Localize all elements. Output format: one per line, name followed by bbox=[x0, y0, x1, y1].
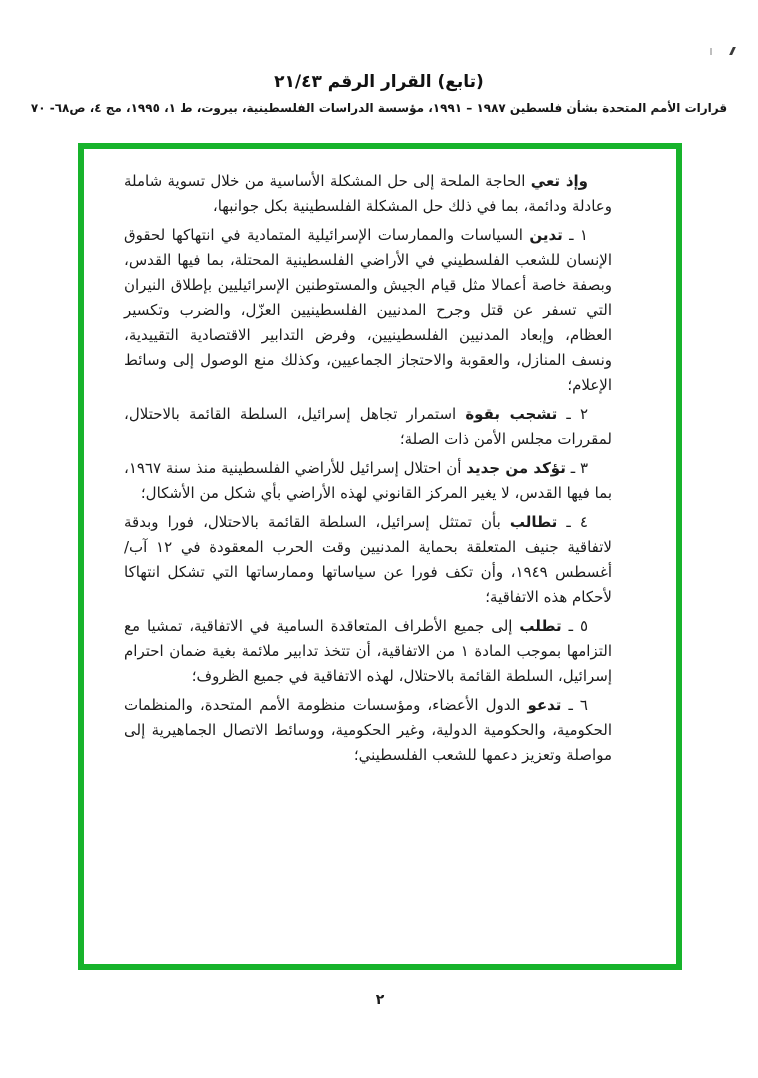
scan-speck bbox=[729, 47, 736, 55]
page-number: ٢ bbox=[375, 992, 385, 1008]
clause-4-number: ٤ ـ bbox=[566, 513, 588, 531]
clause-3-text: أن احتلال إسرائيل للأراضي الفلسطينية منذ سنة ١٩٦٧، بما فيها القدس، لا يغير المركز القانوني لهذه الأراضي بأي شكل من الأشكال؛ bbox=[124, 459, 612, 502]
clause-2 bbox=[124, 402, 612, 452]
clause-5-lead: تطلب bbox=[519, 617, 562, 635]
clause-6-text: الدول الأعضاء، ومؤسسات منظومة الأمم المتحدة، والمنظمات الحكومية، والحكومية الدولية، وغير الحكومية، ووسائط الاتصال الجماهيرية إلى مواصلة وتعزيز دعمها للشعب الفلسطيني؛ bbox=[124, 696, 612, 764]
preamble-text: الحاجة الملحة إلى حل المشكلة الأساسية من خلال تسوية شاملة وعادلة ودائمة، بما في ذلك حل المشكلة الفلسطينية بكل جوانبها، bbox=[124, 172, 612, 215]
clause-3 bbox=[124, 456, 612, 506]
clause-6-number: ٦ ـ bbox=[568, 696, 588, 714]
source-citation: قرارات الأمم المتحدة بشأن فلسطين ١٩٨٧ – ١٩٩١، مؤسسة الدراسات الفلسطينية، بيروت، ط ١، ١٩٩٥، مج ٤، ص٦٨- ٧٠ bbox=[30, 101, 728, 115]
clause-2-number: ٢ ـ bbox=[566, 405, 588, 423]
clause-3-number: ٣ ـ bbox=[570, 459, 588, 477]
resolution-body bbox=[124, 169, 612, 768]
document-title: (تابع) القرار الرقم ٢١/٤٣ bbox=[274, 72, 484, 92]
green-text-frame bbox=[78, 143, 682, 970]
clause-1-number: ١ ـ bbox=[569, 226, 588, 244]
clause-5-number: ٥ ـ bbox=[568, 617, 588, 635]
clause-1 bbox=[124, 223, 612, 398]
clause-2-lead: تشجب بقوة bbox=[465, 405, 558, 423]
clause-3-lead: تؤكد من جديد bbox=[466, 459, 566, 477]
clause-6-lead: تدعو bbox=[527, 696, 562, 714]
clause-5 bbox=[124, 614, 612, 689]
clause-2-text: استمرار تجاهل إسرائيل، السلطة القائمة بالاحتلال، لمقررات مجلس الأمن ذات الصلة؛ bbox=[124, 405, 612, 448]
scan-speck bbox=[710, 48, 712, 55]
clause-6 bbox=[124, 693, 612, 768]
clause-4-text: بأن تمتثل إسرائيل، السلطة القائمة بالاحتلال، فورا وبدقة لاتفاقية جنيف المتعلقة بحماية المدنيين وقت الحرب المعقودة في ١٢ آب/أغسطس ١٩٤٩، وأن تكف فورا عن سياساتها وممارساتها التي تشكل انتهاكا لأحكام هذه الاتفاقية؛ bbox=[124, 513, 613, 606]
clause-1-lead: تدين bbox=[529, 226, 563, 244]
clause-4 bbox=[124, 510, 612, 610]
preamble-lead: وإذ تعي bbox=[530, 172, 588, 190]
clause-4-lead: تطالب bbox=[509, 513, 558, 531]
preamble-paragraph bbox=[124, 169, 612, 219]
clause-1-text: السياسات والممارسات الإسرائيلية المتمادية في انتهاكها لحقوق الإنسان للشعب الفلسطيني في الأراضي الفلسطينية المحتلة، بما فيها القدس، وبصفة خاصة أعمالا مثل قيام الجيش والمستوطنين الإسرائيليين بإطلاق النيران التي تسفر عن قتل وجرح المدنيين الفلسطينيين العزّل، والضرب وتكسير العظام، وإبعاد المدنيين الفلسطينيين، وفرض التدابير الاقتصادية التقييدية، ونسف المنازل، والعقوبة والاحتجاز الجماعيين، وكذلك منع الوصول إلى وسائط الإعلام؛ bbox=[124, 226, 612, 394]
clause-5-text: إلى جميع الأطراف المتعاقدة السامية في الاتفاقية، تمشيا مع التزامها بموجب المادة ١ من الاتفاقية، أن تتخذ تدابير ملائمة بغية ضمان احترام إسرائيل، السلطة القائمة بالاحتلال، لهذه الاتفاقية في جميع الظروف؛ bbox=[124, 617, 612, 685]
